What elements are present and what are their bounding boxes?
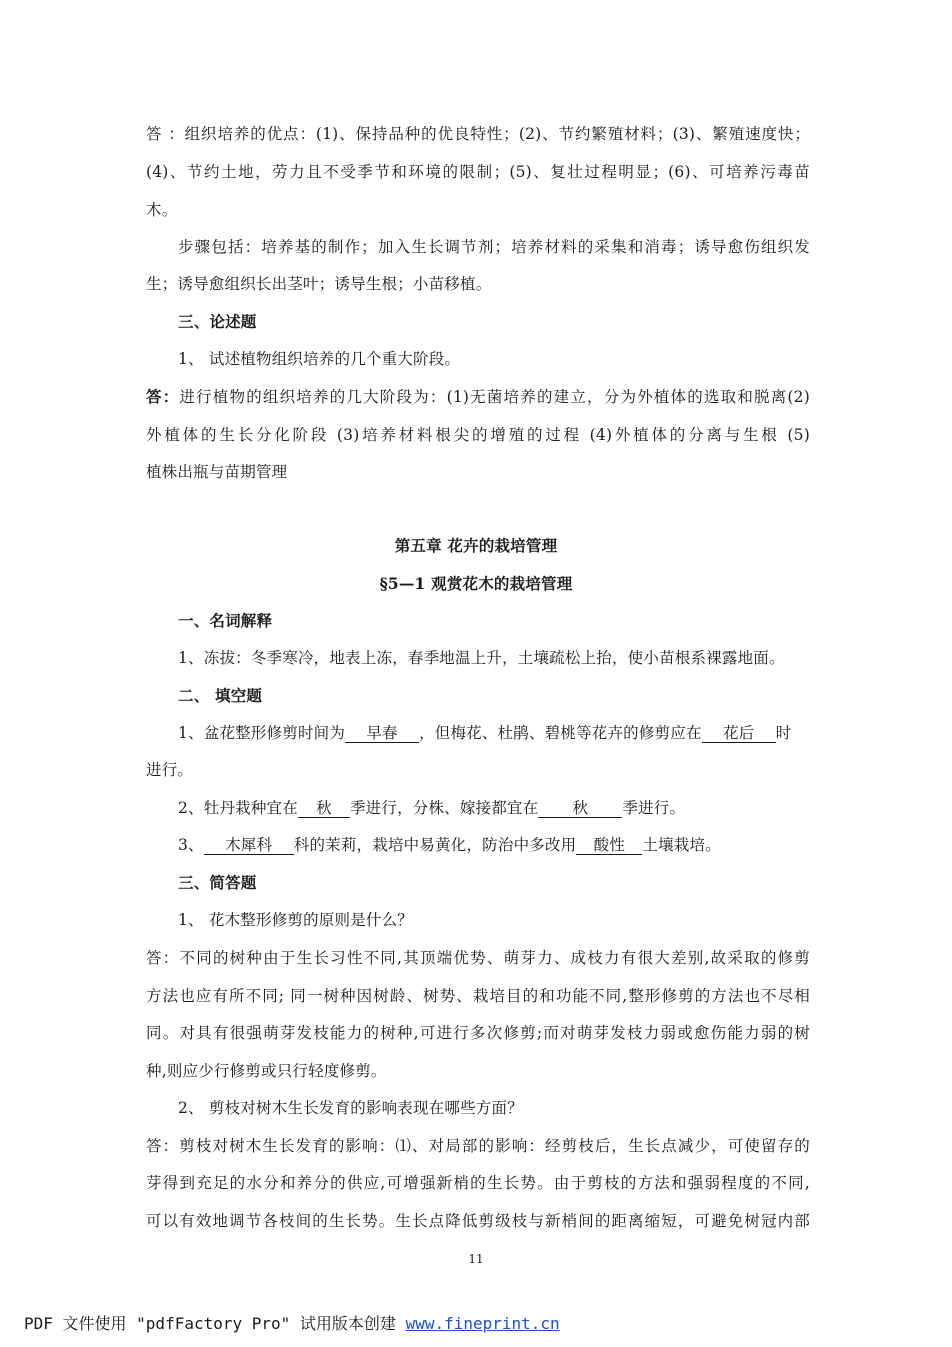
answer-line: 答：剪枝对树木生长发育的影响：⑴、对局部的影响：经剪枝后，生长点减少，可使留存的 <box>146 1137 810 1155</box>
steps-line: 生；诱导愈组织长出茎叶；诱导生根；小苗移植。 <box>146 275 492 293</box>
chapter-title: 第五章 花卉的栽培管理 <box>394 536 558 555</box>
answer-label: 答： <box>146 387 180 406</box>
answer-line: (4)、节约土地，劳力且不受季节和环境的限制；(5)、复壮过程明显；(6)、可培养污毒苗 <box>146 163 810 181</box>
fill-blank-1 <box>178 723 810 743</box>
fill-text: 土壤栽培。 <box>642 836 721 854</box>
blank-answer: 秋 <box>538 799 622 818</box>
answer-line: 方法也应有所不同; 同一树种因树龄、树势、栽培目的和功能不同,整形修剪的方法也不尽相 <box>146 987 810 1005</box>
fill-text: 1、盆花整形修剪时间为 <box>178 724 346 742</box>
answer-line: 答：不同的树种由于生长习性不同,其顶端优势、萌芽力、成枝力有很大差别,故采取的修剪 <box>146 949 810 967</box>
fill-text: 3、 <box>178 836 204 854</box>
answer-line: 外植体的生长分化阶段 (3)培养材料根尖的增殖的过程 (4)外植体的分离与生根 (5) <box>146 426 810 444</box>
page-number: 11 <box>468 1252 484 1266</box>
answer-line: 可以有效地调节各枝间的生长势。生长点降低剪级枝与新梢间的距离缩短，可避免树冠内部 <box>146 1212 810 1230</box>
answer-line: 植株出瓶与苗期管理 <box>146 463 288 481</box>
answer-line: 同。对具有很强萌芽发枝能力的树种,可进行多次修剪;而对萌芽发枝力弱或愈伤能力弱的树 <box>146 1024 810 1042</box>
answer-text: 进行植物的组织培养的几大阶段为：(1)无菌培养的建立，分为外植体的选取和脱离(2) <box>179 388 810 406</box>
fill-text: 季进行，分株、嫁接都宜在 <box>349 799 539 817</box>
fill-blank-3 <box>178 835 810 855</box>
steps-line: 步骤包括：培养基的制作；加入生长调节剂；培养材料的采集和消毒；诱导愈伤组织发 <box>178 238 810 256</box>
section-heading: 三、论述题 <box>178 312 257 331</box>
fill-text: ，但梅花、杜鹃、碧桃等花卉的修剪应在 <box>419 724 702 742</box>
blank-answer: 秋 <box>298 799 350 818</box>
fill-text: 季进行。 <box>622 799 686 817</box>
blank-answer: 酸性 <box>576 836 642 855</box>
blank-answer: 花后 <box>702 724 776 743</box>
answer-line: 木。 <box>146 201 178 219</box>
fill-text: 时 <box>775 724 792 742</box>
blank-answer: 木犀科 <box>204 836 294 855</box>
footer-text: PDF 文件使用 "pdfFactory Pro" 试用版本创建 <box>24 1314 406 1333</box>
section-title: §5—1 观赏花木的栽培管理 <box>379 574 573 593</box>
answer-line: 种,则应少行修剪或只行轻度修剪。 <box>146 1062 387 1080</box>
section-heading: 二、 填空题 <box>178 686 263 705</box>
question: 1、 试述植物组织培养的几个重大阶段。 <box>178 350 461 368</box>
answer-line: 答 ：组织培养的优点：(1)、保持品种的优良特性；(2)、节约繁殖材料；(3)、繁殖速度快； <box>146 125 810 143</box>
definition: 1、冻拔：冬季寒冷，地表上冻，春季地温上升，土壤疏松上抬，使小苗根系裸露地面。 <box>178 649 785 667</box>
fill-blank-2 <box>178 798 810 818</box>
section-heading: 三、简答题 <box>178 873 257 892</box>
blank-answer: 早春 <box>345 724 419 743</box>
question: 1、 花木整形修剪的原则是什么？ <box>178 911 413 929</box>
answer-line: 芽得到充足的水分和养分的供应,可增强新梢的生长势。由于剪枝的方法和强弱程度的不同, <box>146 1174 810 1192</box>
footer-link[interactable]: www.fineprint.cn <box>405 1314 560 1333</box>
question: 2、 剪枝对树木生长发育的影响表现在哪些方面？ <box>178 1099 523 1117</box>
fill-blank-1-cont: 进行。 <box>146 761 194 779</box>
section-heading: 一、名词解释 <box>178 611 273 630</box>
pdf-footer <box>24 1311 560 1334</box>
fill-text: 2、牡丹栽种宜在 <box>178 799 298 817</box>
answer-line <box>146 387 810 407</box>
fill-text: 科的茉莉，栽培中易黄化，防治中多改用 <box>293 836 577 854</box>
